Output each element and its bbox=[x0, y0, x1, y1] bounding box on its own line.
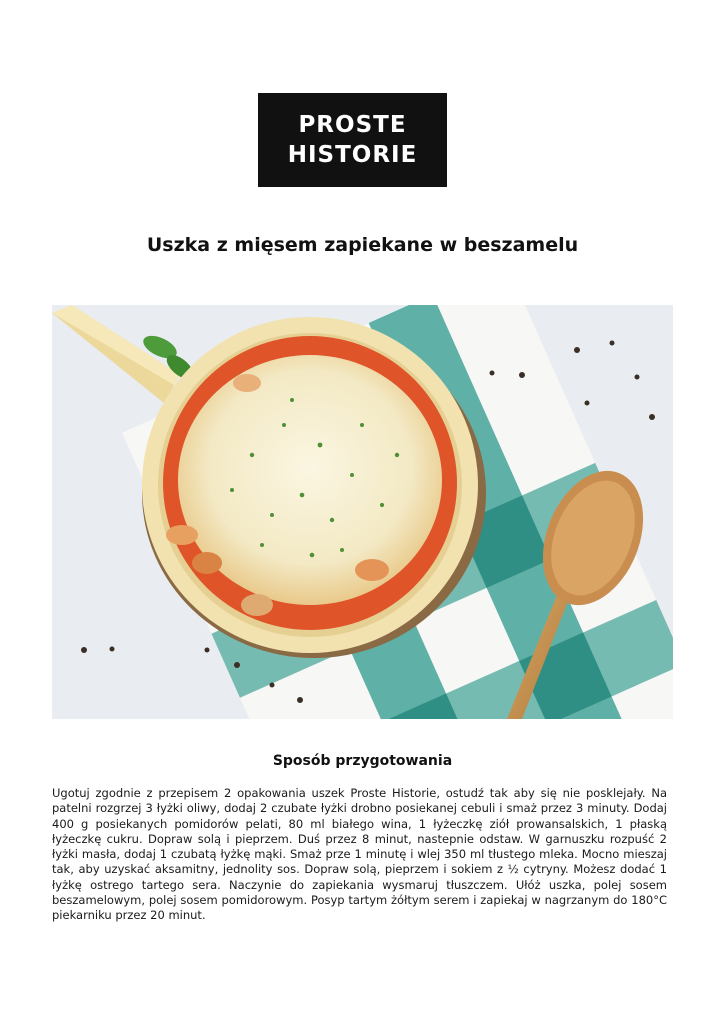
recipe-title: Uszka z mięsem zapiekane w beszamelu bbox=[146, 234, 579, 256]
logo-line-2: HISTORIE bbox=[287, 142, 418, 168]
preparation-heading: Sposób przygotowania bbox=[272, 753, 453, 769]
logo-line-1: PROSTE bbox=[298, 112, 407, 138]
recipe-photo bbox=[52, 305, 673, 719]
brand-logo bbox=[258, 93, 447, 187]
preparation-text: Ugotuj zgodnie z przepisem 2 opakowania uszek Proste Historie, ostudź tak aby się nie posklejały. Na patelni rozgrzej 3 łyżki oliwy, dodaj 2 czubate łyżki drobno posiekanej cebuli i smaż przez 3 minuty. Dodaj 400 g posiekanych pomidorów pelati, 80 ml białego wina, 1 łyżeczkę ziół prowansalskich, 1 płaską łyżeczkę cukru. Dopraw solą i pieprzem. Duś przez 8 minut, nastepnie odstaw. W garnuszku rozpuść 2 łyżki masła, dodaj 1 czubatą łyżkę mąki. Smaż prze 1 minutę i wlej 350 ml tłustego mleka. Mocno mieszaj tak, aby uzyskać aksamitny, jednolity sos. Dopraw solą, pieprzem i sokiem z ½ cytryny. Możesz dodać 1 łyżkę ostrego tartego sera. Naczynie do zapiekania wysmaruj tłuszczem. Ułóż uszka, polej sosem beszamelowym, polej sosem pomidorowym. Posyp tartym żółtym serem i zapiekaj w nagrzanym do 180°C piekarniku przez 20 minut. bbox=[52, 786, 667, 923]
